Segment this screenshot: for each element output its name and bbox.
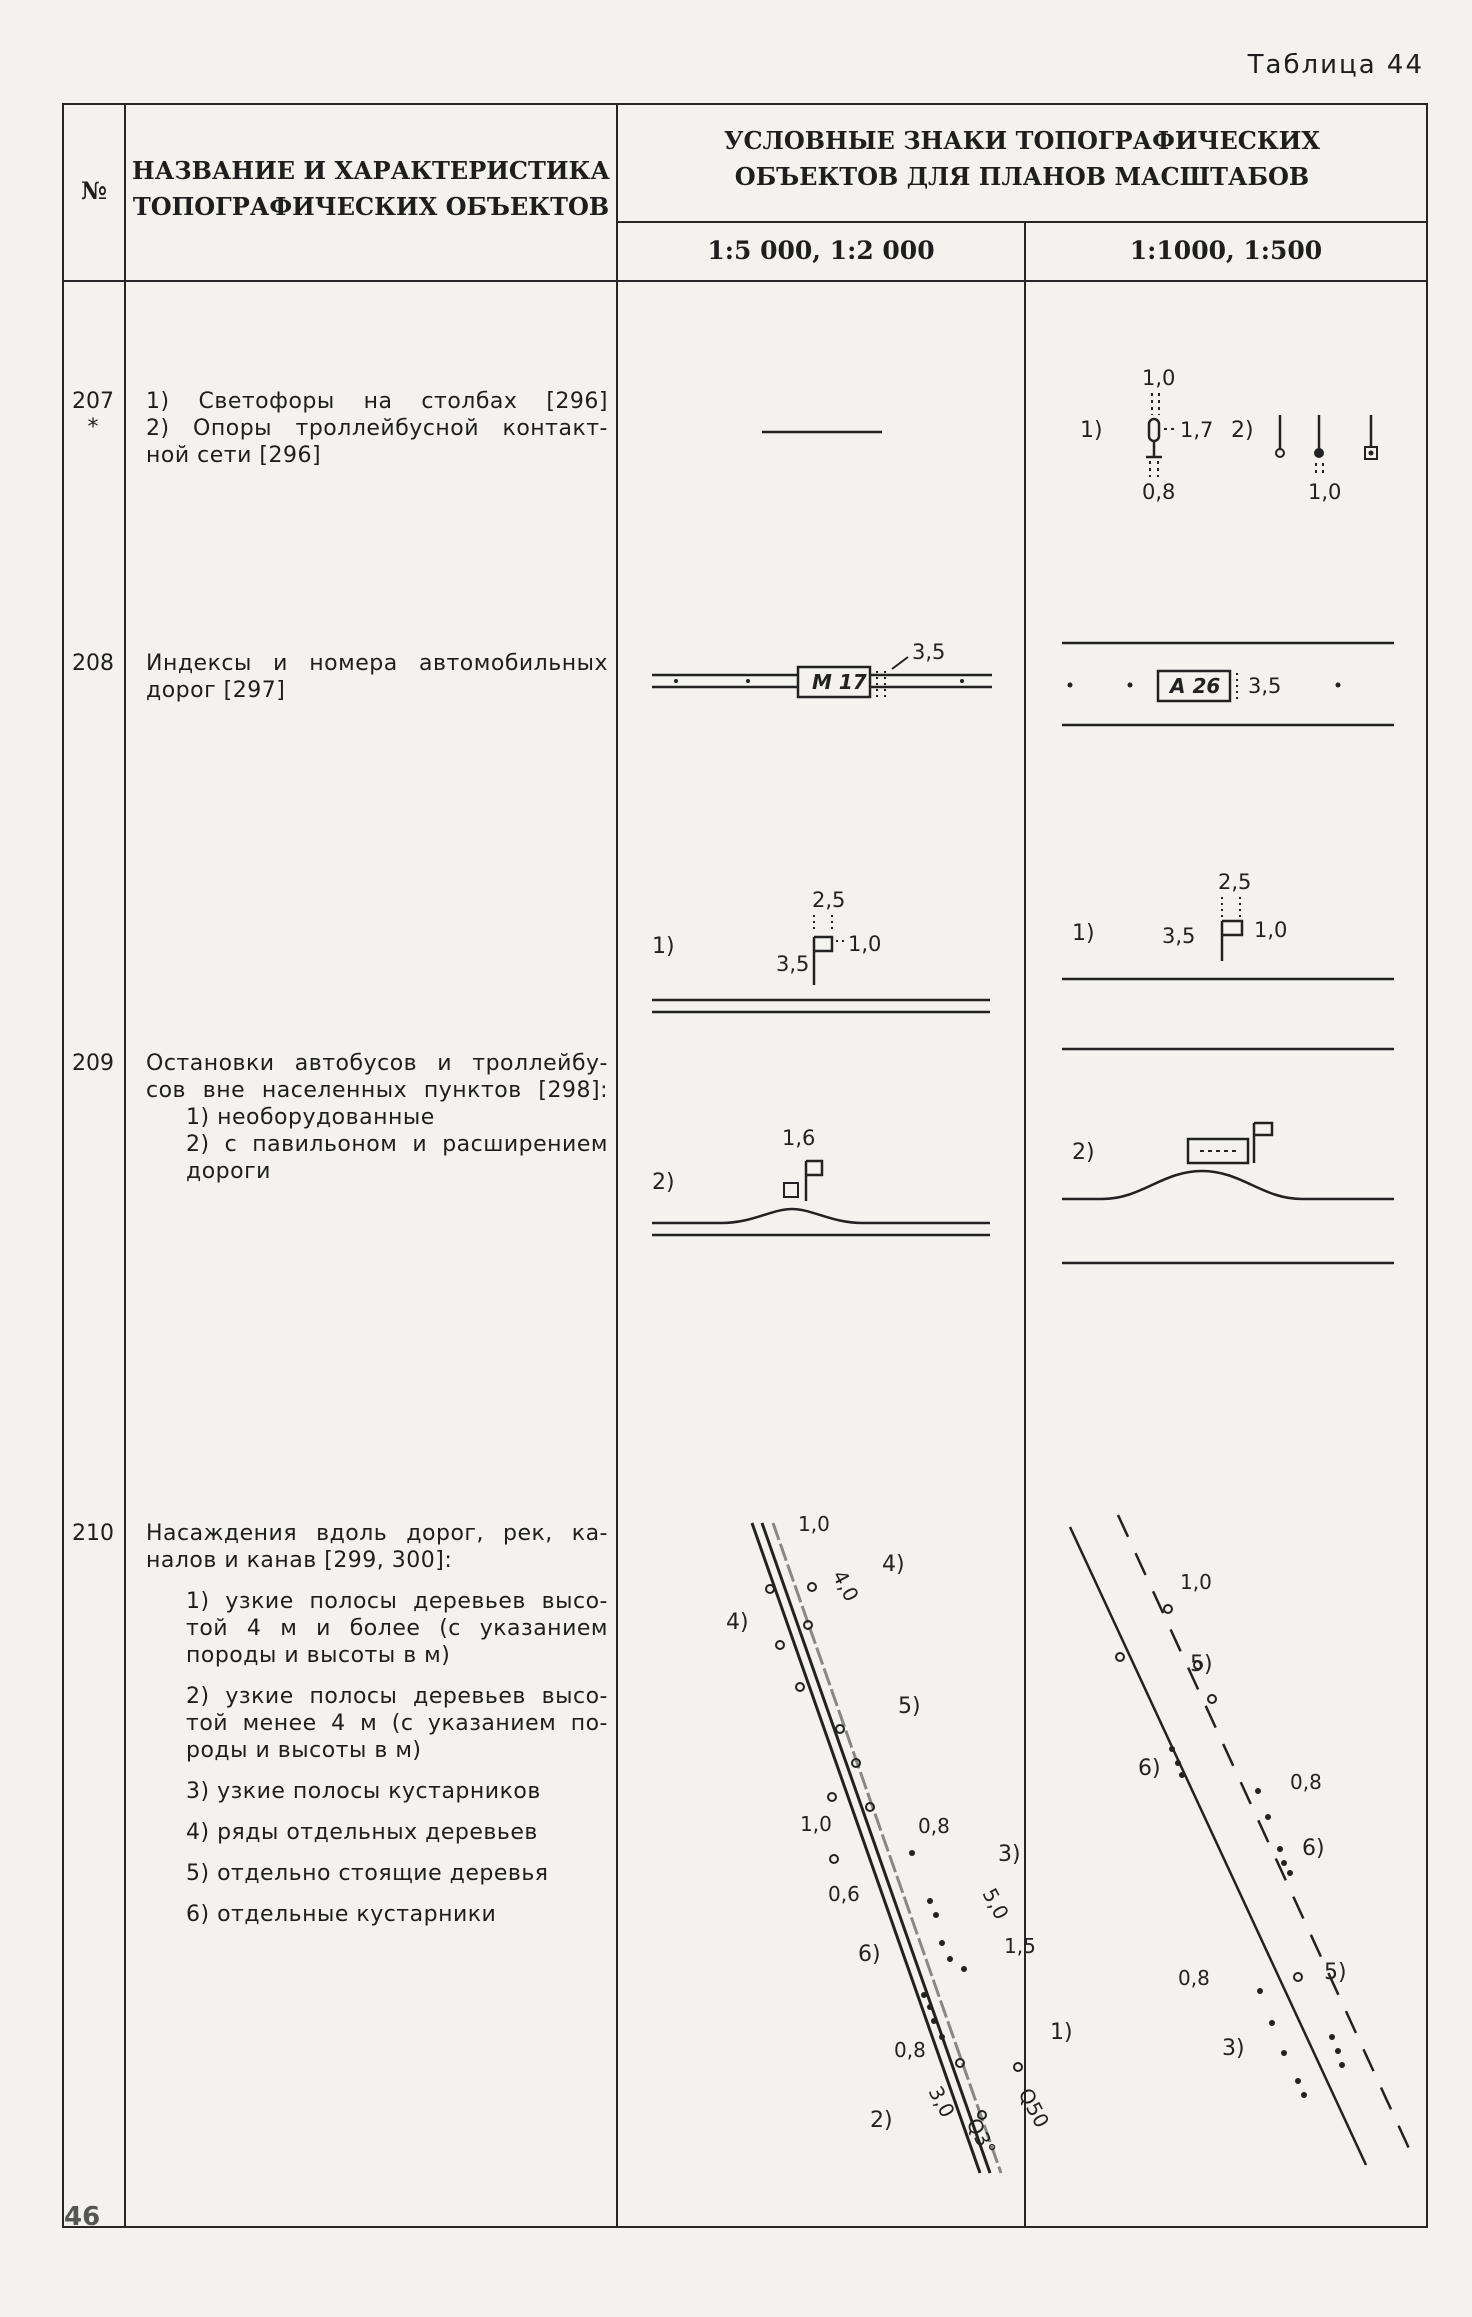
desc-line: сов вне населенных пунктов [298]: — [146, 1078, 608, 1103]
dim-label: 1,0 — [1180, 1570, 1212, 1594]
item-label: 3) — [1222, 2036, 1245, 2061]
dim-label: 5,0 — [977, 1884, 1014, 1924]
item-label: 1) — [1080, 418, 1103, 443]
item-label: 2) — [652, 1170, 675, 1195]
column-divider-2 — [616, 103, 618, 2228]
scale-small: 1:1000, 1:500 — [1129, 236, 1323, 265]
row-208-number: 208 — [72, 651, 114, 676]
symbol-210-large-scale — [642, 1403, 1073, 2213]
dim-label: 0,6 — [828, 1882, 860, 1906]
dim-label: 0,8 — [1178, 1966, 1210, 1990]
desc-line: Насаждения вдоль дорог, рек, ка- — [146, 1521, 608, 1546]
list-item: 1) узкие полосы деревьев высо- той 4 м и более (с указанием породы и высоты в м) — [186, 1589, 608, 1668]
dim-label: 1,0 — [848, 932, 882, 956]
item-label: 4) — [726, 1610, 749, 1635]
row-number: 207 — [72, 389, 114, 414]
table-caption: Таблица 44 — [1247, 50, 1424, 80]
desc-line: 2) Опоры троллейбусной контакт- — [146, 416, 608, 441]
row-mark: * — [87, 415, 99, 440]
column-divider-3 — [1024, 221, 1026, 2228]
header-number: № — [80, 176, 108, 205]
item-label: 4) — [882, 1552, 905, 1577]
symbol-208-large-scale — [652, 633, 1032, 713]
symbol-209-2-small-scale — [1062, 1103, 1422, 1273]
item-label: 1) — [1072, 921, 1095, 946]
list-item: 5) отдельно стоящие деревья — [186, 1861, 549, 1886]
row-210-description — [146, 1520, 608, 1928]
column-divider-1 — [124, 103, 126, 2228]
page-number: 46 — [64, 2202, 101, 2232]
table-border-top — [62, 103, 1428, 105]
row-207-description — [146, 388, 608, 469]
row-209-description — [146, 1050, 608, 1185]
desc-line: Остановки автобусов и троллейбу- — [146, 1051, 608, 1076]
symbol-207-small-scale — [1062, 353, 1422, 523]
desc-line: 1) необорудованные — [186, 1105, 435, 1130]
desc-line: 2) с павильоном и расширением — [186, 1132, 608, 1157]
header-signs-line2: ОБЪЕКТОВ ДЛЯ ПЛАНОВ МАСШТАБОВ — [734, 162, 1310, 191]
header-divider-bottom — [62, 280, 1428, 282]
symbol-210-small-scale — [1062, 1403, 1422, 2213]
dim-label: Q3° — [961, 2114, 1001, 2160]
dim-label: 2,5 — [812, 888, 846, 912]
dim-label: 1,0 — [1254, 918, 1288, 942]
dim-label: 1,0 — [1308, 480, 1342, 504]
scale-large: 1:5 000, 1:2 000 — [707, 236, 935, 265]
desc-line: дорог [297] — [146, 678, 286, 703]
list-item: 4) ряды отдельных деревьев — [186, 1820, 538, 1845]
road-index-sign: А 26 — [1170, 674, 1221, 698]
header-signs-line1: УСЛОВНЫЕ ЗНАКИ ТОПОГРАФИЧЕСКИХ — [724, 126, 1320, 155]
table-border-right — [1426, 103, 1428, 2228]
desc-line: налов и канав [299, 300]: — [146, 1548, 453, 1573]
dim-label: 1,7 — [1180, 418, 1214, 442]
dim-label: 0,8 — [1290, 1770, 1322, 1794]
item-label: 5) — [1324, 1960, 1347, 1985]
symbol-table — [62, 103, 1428, 2228]
dim-label: 2,5 — [1218, 870, 1252, 894]
symbol-208-small-scale — [1062, 633, 1422, 733]
header-name — [126, 153, 616, 225]
item-label: 2) — [1072, 1140, 1095, 1165]
item-label: 6) — [858, 1942, 881, 1967]
dim-label: Q50 — [1013, 2084, 1055, 2132]
item-label: 5) — [1190, 1652, 1213, 1677]
row-208-description — [146, 650, 608, 704]
desc-line: дороги — [186, 1159, 271, 1184]
table-border-bottom — [62, 2226, 1428, 2228]
symbol-209-2-large-scale — [652, 1113, 1022, 1243]
item-label: 6) — [1138, 1756, 1161, 1781]
item-label: 5) — [898, 1694, 921, 1719]
dim-label: 1,0 — [798, 1512, 830, 1536]
header-signs — [618, 123, 1426, 195]
symbol-209-1-large-scale — [652, 883, 1022, 1023]
list-item: 6) отдельные кустарники — [186, 1902, 497, 1927]
dim-label: 0,8 — [894, 2038, 926, 2062]
list-item: 3) узкие полосы кустарников — [186, 1779, 541, 1804]
dim-label: 1,0 — [800, 1812, 832, 1836]
dim-label: 0,8 — [1142, 480, 1176, 504]
header-name-line1: НАЗВАНИЕ И ХАРАКТЕРИСТИКА — [132, 156, 610, 185]
header-name-line2: ТОПОГРАФИЧЕСКИХ ОБЪЕКТОВ — [132, 192, 610, 221]
row-210-number: 210 — [72, 1521, 114, 1546]
desc-line: 1) Светофоры на столбах [296] — [146, 389, 608, 414]
dim-label: 0,8 — [918, 1814, 950, 1838]
item-label: 3) — [998, 1842, 1021, 1867]
desc-line: ной сети [296] — [146, 443, 322, 468]
road-index-sign: М 17 — [812, 670, 867, 694]
desc-line: Индексы и номера автомобильных — [146, 651, 608, 676]
dim-label: 3,5 — [912, 640, 946, 664]
dim-label: 1,5 — [1004, 1934, 1036, 1958]
dim-label: 3,5 — [776, 952, 810, 976]
dim-label: 1,0 — [1142, 366, 1176, 390]
item-label: 1) — [652, 934, 675, 959]
row-207-number — [64, 389, 122, 441]
list-item: 2) узкие полосы деревьев высо- той менее 4 м (с указанием по- роды и высоты в м) — [186, 1684, 608, 1763]
item-label: 1) — [1050, 2020, 1073, 2045]
dim-label: 3,0 — [923, 2082, 960, 2122]
symbol-209-1-small-scale — [1062, 863, 1422, 1063]
row-209-number: 209 — [72, 1051, 114, 1076]
dim-label: 3,5 — [1162, 924, 1196, 948]
dim-label: 3,5 — [1248, 674, 1282, 698]
dim-label: 4,0 — [827, 1566, 864, 1606]
item-label: 6) — [1302, 1836, 1325, 1861]
dim-label: 1,6 — [782, 1126, 816, 1150]
item-label: 2) — [1231, 418, 1254, 443]
item-label: 2) — [870, 2108, 893, 2133]
header-divider-scales — [616, 221, 1428, 223]
